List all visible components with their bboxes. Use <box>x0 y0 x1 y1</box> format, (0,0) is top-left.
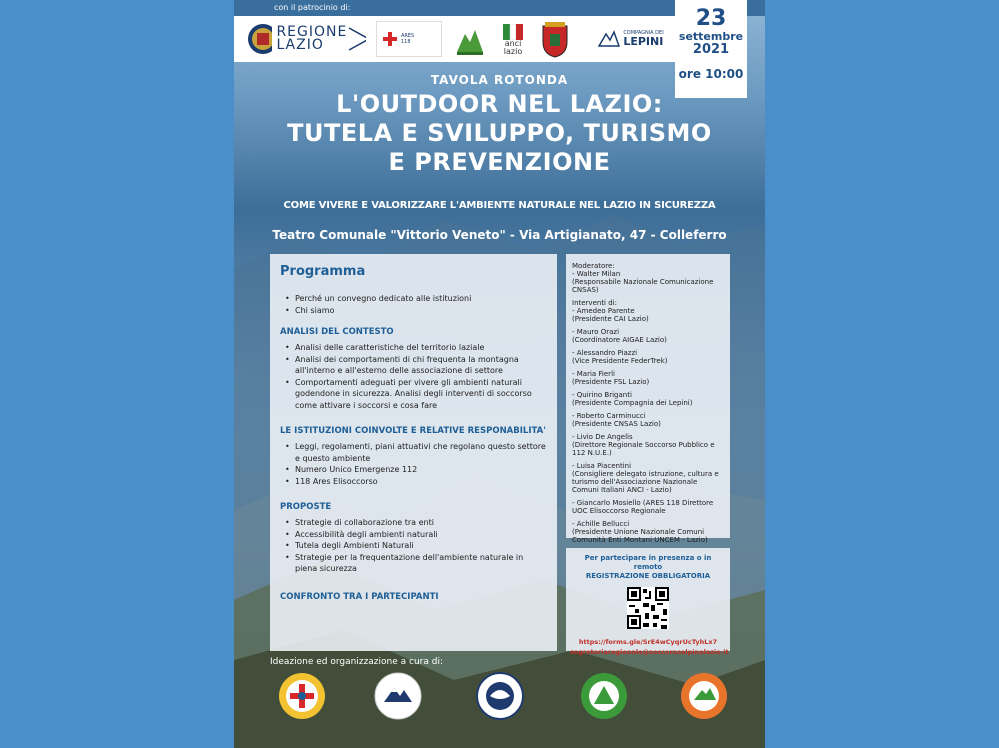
list-item: • Comportamenti adeguati per vivere gli ambienti naturali godendone in sicurezza. Analisi degli interventi di soccorso come attivare i soccorsi e cosa fare <box>280 377 547 412</box>
lepini-logo-line1: COMPAGNIA DEI <box>623 30 664 36</box>
cai-logo <box>374 672 422 720</box>
list-item: • Analisi dei comportamenti di chi frequenta la montagna all'interno e all'esterno delle associazione di settore <box>280 354 547 377</box>
list-item: • Accessibilità degli ambienti naturali <box>280 529 547 541</box>
date-day: 23 <box>695 6 727 31</box>
speaker-entry: - Mauro Orazi (Coordinatore AIGAE Lazio) <box>572 328 667 344</box>
uncem-mountain-icon <box>455 22 485 56</box>
municipal-crest-logo <box>540 20 570 60</box>
section-list-proposte <box>280 517 547 575</box>
anci-logo-line1: anci <box>504 39 522 48</box>
event-title-line-2: TUTELA E SVILUPPO, TURISMO <box>287 119 712 147</box>
crest-shield-icon <box>541 22 569 58</box>
regione-lazio-line2: LAZIO <box>276 37 324 53</box>
section-list-analisi <box>280 342 547 411</box>
anci-logo-line2: lazio <box>503 47 523 56</box>
programma-title: Programma <box>280 264 366 279</box>
programma-panel <box>270 254 557 651</box>
list-item: • Leggi, regolamenti, piani attuativi che regolano questo settore e questo ambiente <box>280 441 547 464</box>
list-item: • Tutela degli Ambienti Naturali <box>280 540 547 552</box>
uncem-logo <box>454 22 486 56</box>
list-item: • Perché un convegno dedicato alle istituzioni <box>280 293 547 305</box>
event-title <box>234 90 765 177</box>
date-year: 2021 <box>692 42 730 57</box>
red-cross-icon <box>383 32 397 46</box>
lepini-logo-line2: LEPINI <box>623 35 664 48</box>
event-venue: Teatro Comunale "Vittorio Veneto" - Via Artigianato, 47 - Colleferro <box>272 228 727 242</box>
speaker-entry: Moderatore: - Walter Milan (Responsabile Nazionale Comunicazione CNSAS) <box>572 262 714 294</box>
registration-email-link[interactable]: segreteriaregionale@soccorsoalpinolazio.it <box>570 648 729 656</box>
section-title-proposte: PROPOSTE <box>280 502 332 512</box>
section-title-confronto: CONFRONTO TRA I PARTECIPANTI <box>280 591 439 602</box>
speaker-entry: - Maria Fierli (Presidente FSL Lazio) <box>572 370 650 386</box>
ares-118-logo <box>376 21 442 57</box>
speaker-entry: Interventi di: - Amedeo Parente (Presidente CAI Lazio) <box>572 299 649 323</box>
list-item: • 118 Ares Elisoccorso <box>280 476 547 488</box>
speaker-entry: - Livio De Angelis (Direttore Regionale Soccorso Pubblico e 112 N.U.E.) <box>572 433 715 457</box>
list-item: • Numero Unico Emergenze 112 <box>280 464 547 476</box>
registration-panel <box>566 548 730 656</box>
regione-lazio-logo <box>246 22 366 56</box>
sponsor-logo-bar <box>234 16 684 62</box>
federtrek-logo <box>580 672 628 720</box>
list-item: • Analisi delle caratteristiche del territorio laziale <box>280 342 547 354</box>
event-subtitle: COME VIVERE E VALORIZZARE L'AMBIENTE NATURALE NEL LAZIO IN SICUREZZA <box>283 200 716 211</box>
speaker-entry: - Luisa Piacentini (Consigliere delegato istruzione, cultura e turismo dell'Associazione Nazionale Comuni Italiani ANCI - Lazio) <box>572 462 719 494</box>
lepini-mountain-icon <box>598 28 620 50</box>
section-title-analisi: ANALISI DEL CONTESTO <box>280 327 394 337</box>
list-item: • Strategie per la frequentazione dell'ambiente naturale in piena sicurezza <box>280 552 547 575</box>
compagnia-lepini-logo <box>588 24 674 54</box>
speakers-panel <box>566 254 730 544</box>
ares-logo-sub: 118 <box>401 39 411 45</box>
registration-info: Per partecipare in presenza o in remoto <box>584 554 712 571</box>
organizers-label: Ideazione ed organizzazione a cura di: <box>270 657 443 667</box>
poster <box>234 0 765 748</box>
aigae-logo <box>680 672 728 720</box>
event-title-line-3: E PREVENZIONE <box>388 148 611 176</box>
registration-url-link[interactable]: https://forms.gle/SrE4wCyqrUcTyhLx7 <box>578 638 718 646</box>
section-list-istituzioni <box>280 441 547 487</box>
cnsas-soccorso-alpino-logo <box>278 672 326 720</box>
speaker-entry: - Achille Bellucci (Presidente Unione Nazionale Comuni Comunità Enti Montani UNCEM - Lazio) <box>572 520 708 544</box>
date-month: settembre <box>678 30 744 43</box>
regione-lazio-line1: REGIONE <box>276 24 348 40</box>
event-kicker: TAVOLA ROTONDA <box>430 73 569 87</box>
programma-intro-list <box>280 293 547 316</box>
regione-lazio-swoosh-icon <box>347 24 366 54</box>
speaker-entry: - Alessandro Piazzi (Vice Presidente FederTrek) <box>572 349 668 365</box>
date-time: ore 10:00 <box>678 67 744 81</box>
regione-lazio-emblem-icon <box>246 22 272 56</box>
anci-flag-icon <box>503 24 523 40</box>
registration-required: REGISTRAZIONE OBBLIGATORIA <box>585 572 711 580</box>
qr-code-icon[interactable] <box>627 587 669 629</box>
patronage-label: con il patrocinio di: <box>274 3 351 12</box>
list-item: • Strategie di collaborazione tra enti <box>280 517 547 529</box>
anci-lazio-logo <box>500 20 526 60</box>
fsl-speleologica-logo <box>476 672 524 720</box>
section-title-istituzioni: LE ISTITUZIONI COINVOLTE E RELATIVE RESPONABILITA' <box>280 426 546 436</box>
event-title-line-1: L'OUTDOOR NEL LAZIO: <box>336 90 663 118</box>
list-item: • Chi siamo <box>280 305 547 317</box>
ares-logo-text: ARES <box>401 33 415 39</box>
speaker-entry: - Giancarlo Mosiello (ARES 118 Direttore UOC Elisoccorso Regionale <box>572 499 714 515</box>
speaker-entry: - Quirino Briganti (Presidente Compagnia dei Lepini) <box>572 391 693 407</box>
speaker-entry: - Roberto Carminucci (Presidente CNSAS Lazio) <box>572 412 661 428</box>
